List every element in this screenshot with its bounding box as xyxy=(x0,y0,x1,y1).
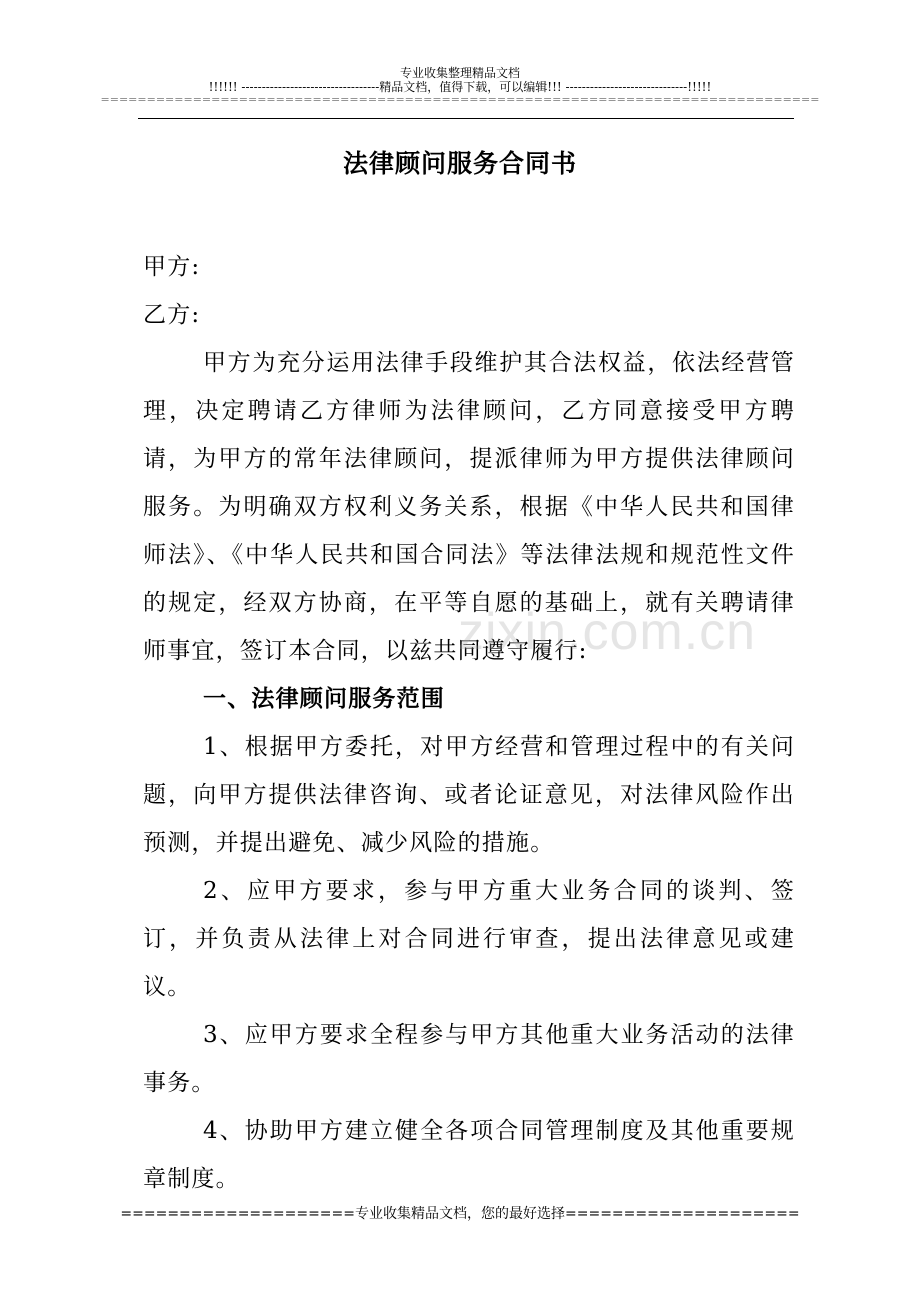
document-title: 法律顾问服务合同书 xyxy=(342,149,577,178)
clause-2: 2、应甲方要求，参与甲方重大业务合同的谈判、签订，并负责从法律上对合同进行审查，提出法律意见或建议。 xyxy=(143,878,795,1000)
intro-paragraph: 甲方为充分运用法律手段维护其合法权益，依法经营管理，决定聘请乙方律师为法律顾问，乙方同意接受甲方聘请，为甲方的常年法律顾问，提派律师为甲方提供法律顾问服务。为明确双方权利义务关系，根据《中华人民共和国律师法》、《中华人民共和国合同法》等法律法规和规范性文件的规定，经双方协商，在平等自愿的基础上，就有关聘请律师事宜，签订本合同，以兹共同遵守履行: xyxy=(143,350,795,664)
section-heading: 一、法律顾问服务范围 xyxy=(203,685,445,712)
watermark: zixin.com.cn xyxy=(458,603,757,661)
header-tagline: !!!!!! ----------------------------------精品文档，值得下载，可以编辑!!! ------------------------------!!!!! xyxy=(208,80,712,94)
page-header xyxy=(0,66,920,106)
clause-1: 1、根据甲方委托，对甲方经营和管理过程中的有关问题，向甲方提供法律咨询、或者论证意见，对法律风险作出预测，并提出避免、减少风险的措施。 xyxy=(143,734,795,856)
clause-4: 4、协助甲方建立健全各项合同管理制度及其他重要规章制度。 xyxy=(143,1118,795,1192)
party-b-line: 乙方: xyxy=(143,302,201,328)
header-title: 专业收集整理精品文档 xyxy=(399,66,520,80)
header-divider-text: ============================================================================== xyxy=(100,93,820,106)
page-footer: ====================专业收集精品文档，您的最好选择==================== xyxy=(120,1206,800,1222)
clause-3: 3、应甲方要求全程参与甲方其他重大业务活动的法律事务。 xyxy=(143,1022,795,1096)
document-body xyxy=(143,243,795,1203)
header-rule xyxy=(138,118,794,119)
party-a-line: 甲方: xyxy=(143,254,201,280)
